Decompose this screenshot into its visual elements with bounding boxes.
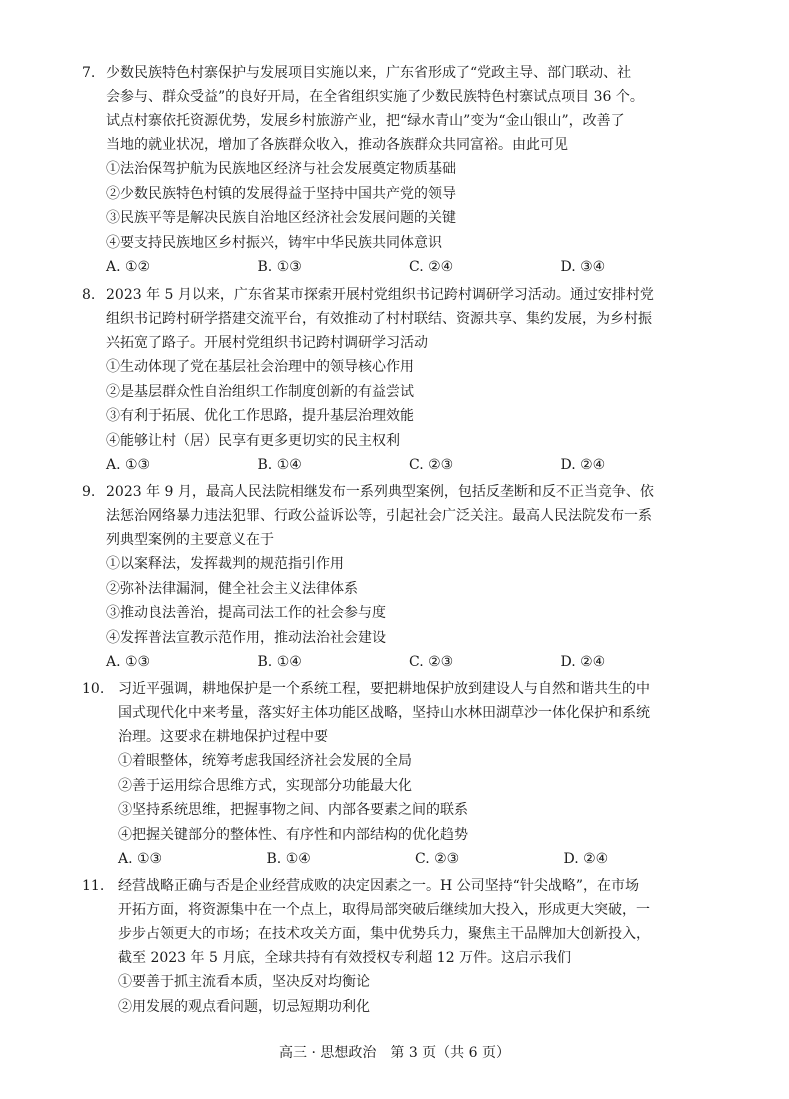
statement-option: ②用发展的观点看问题，切忌短期功利化	[118, 998, 370, 1015]
choice-d: D. ②④	[560, 457, 606, 473]
statement-option: ①法治保驾护航为民族地区经济与社会发展奠定物质基础	[106, 161, 456, 177]
choice-a: A. ①③	[118, 851, 163, 867]
question-stem	[82, 677, 712, 749]
statement-option: ④把握关键部分的整体性、有序性和内部结构的优化趋势	[118, 826, 468, 843]
question-stem	[82, 283, 712, 355]
choice-d: D. ②④	[560, 654, 606, 670]
question-8	[82, 283, 712, 477]
choice-a: A. ①②	[106, 259, 151, 275]
question-10	[82, 677, 712, 871]
choice-b: B. ①④	[266, 851, 311, 867]
question-number: 10.	[82, 681, 105, 697]
stem-line: 国式现代化中来考量，落实好主体功能区战略，坚持山水林田湖草沙一体化保护和系统	[118, 705, 650, 721]
stem-line: 少数民族特色村寨保护与发展项目实施以来，广东省形成了“党政主导、部门联动、社	[106, 65, 632, 81]
statement-option: ③民族平等是解决民族自治地区经济社会发展问题的关键	[106, 210, 456, 226]
statement-option: ①要善于抓主流看本质，坚决反对均衡论	[118, 974, 370, 990]
stem-line: 会参与、群众受益”的良好开局，在全省组织实施了少数民族特色村寨试点项目 36 个。	[106, 89, 644, 105]
choice-b: B. ①④	[257, 654, 302, 670]
stem-line: 兴拓宽了路子。开展村党组织书记跨村调研学习活动	[106, 335, 428, 351]
question-number: 11.	[82, 878, 105, 894]
stem-line: 列典型案例的主要意义在于	[106, 532, 274, 548]
choice-b: B. ①③	[257, 259, 302, 275]
statement-option: ②善于运用综合思维方式，实现部分功能最大化	[118, 777, 412, 794]
question-stem	[82, 480, 712, 552]
question-stem	[82, 61, 712, 157]
statement-option: ②是基层群众性自治组织工作制度创新的有益尝试	[106, 383, 414, 400]
statement-option: ①生动体现了党在基层社会治理中的领导核心作用	[106, 359, 414, 375]
statement-option: ①以案释法，发挥裁判的规范指引作用	[106, 556, 344, 572]
statement-option: ④发挥普法宣教示范作用，推动法治社会建设	[106, 629, 386, 646]
choice-c: C. ②③	[415, 851, 460, 867]
statement-option: ③坚持系统思维，把握事物之间、内部各要素之间的联系	[118, 802, 468, 818]
statement-option: ④要支持民族地区乡村振兴，铸牢中华民族共同体意识	[106, 234, 442, 251]
answer-choices	[82, 847, 712, 871]
choice-a: A. ①③	[106, 654, 151, 670]
answer-choices	[82, 453, 712, 477]
stem-line: 截至 2023 年 5 月底，全球共持有有效授权专利超 12 万件。这启示我们	[118, 950, 572, 966]
choice-c: C. ②③	[409, 654, 454, 670]
stem-line: 经营战略正确与否是企业经营成败的决定因素之一。H 公司坚持“针尖战略”，在市场	[118, 878, 639, 894]
question-number: 9.	[82, 484, 96, 500]
question-stem	[82, 874, 712, 970]
stem-line: 习近平强调，耕地保护是一个系统工程，要把耕地保护放到建设人与自然和谐共生的中	[118, 681, 650, 697]
stem-line: 法惩治网络暴力违法犯罪、行政公益诉讼等，引起社会广泛关注。最高人民法院发布一系	[106, 508, 652, 524]
statement-option: ②弥补法律漏洞，健全社会主义法律体系	[106, 580, 358, 597]
question-number: 8.	[82, 287, 96, 303]
stem-line: 2023 年 5 月以来，广东省某市探索开展村党组织书记跨村调研学习活动。通过安排村党	[106, 287, 654, 303]
stem-line: 开拓方面，将资源集中在一个点上，取得局部突破后继续加大投入，形成更大突破，一	[118, 902, 650, 918]
statement-option: ③推动良法善治，提高司法工作的社会参与度	[106, 605, 386, 621]
statement-option: ①着眼整体，统筹考虑我国经济社会发展的全局	[118, 753, 412, 769]
stem-line: 试点村寨依托资源优势，发展乡村旅游产业，把“绿水青山”变为“金山银山”，改善了	[106, 113, 625, 129]
statement-option: ④能够让村（居）民享有更多更切实的民主权利	[106, 432, 400, 449]
stem-line: 步步占领更大的市场；在技术攻关方面，集中优势兵力，聚焦主干品牌加大创新投入，	[118, 926, 650, 942]
question-11	[82, 874, 712, 1019]
question-7	[82, 61, 712, 279]
answer-choices	[82, 255, 712, 279]
stem-line: 2023 年 9 月，最高人民法院相继发布一系列典型案例，包括反垄断和反不正当竞争、依	[106, 484, 654, 500]
page-footer: 高三 · 思想政治 第 3 页（共 6 页）	[279, 1045, 510, 1061]
question-number: 7.	[82, 65, 96, 81]
stem-line: 当地的就业状况，增加了各族群众收入，推动各族群众共同富裕。由此可见	[106, 137, 568, 153]
choice-c: C. ②③	[409, 457, 454, 473]
question-9	[82, 480, 712, 674]
choice-d: D. ③④	[560, 259, 606, 275]
choice-d: D. ②④	[563, 851, 609, 867]
stem-line: 组织书记跨村研学搭建交流平台，有效推动了村村联结、资源共享、集约发展，为乡村振	[106, 311, 652, 327]
statement-option: ②少数民族特色村镇的发展得益于坚持中国共产党的领导	[106, 185, 456, 202]
choice-c: C. ②④	[409, 259, 454, 275]
stem-line: 治理。这要求在耕地保护过程中要	[118, 729, 328, 745]
statement-option: ③有利于拓展、优化工作思路，提升基层治理效能	[106, 408, 414, 424]
choice-b: B. ①④	[257, 457, 302, 473]
answer-choices	[82, 650, 712, 674]
choice-a: A. ①③	[106, 457, 151, 473]
